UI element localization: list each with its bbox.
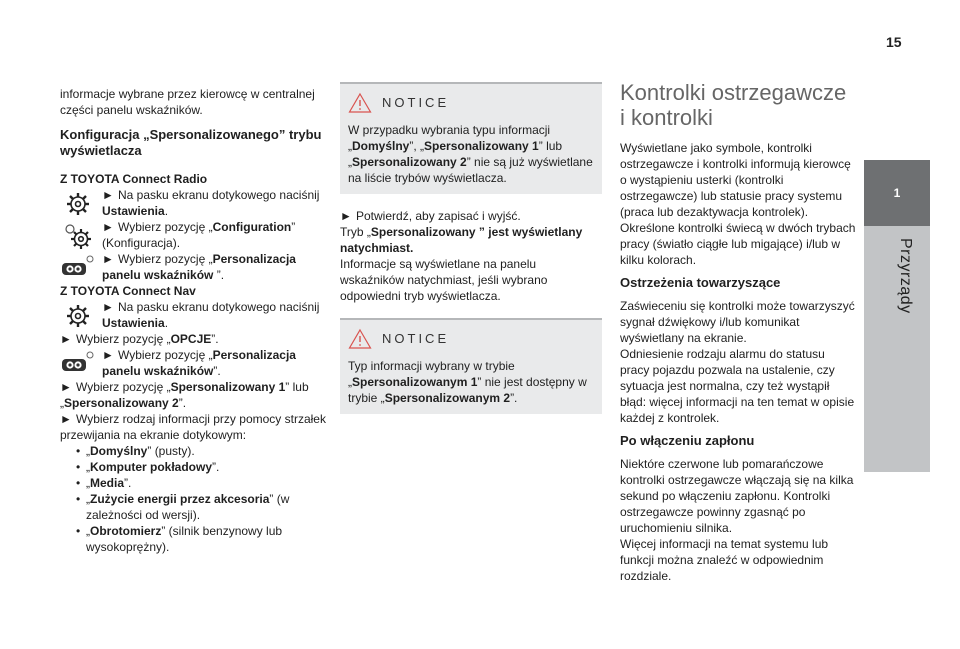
step-text: Wybierz pozycję „ <box>118 252 213 266</box>
confirm-text: Potwierdź, aby zapisać i wyjść. <box>356 209 521 223</box>
option-text: „ <box>86 444 90 458</box>
mode-text: Tryb „ <box>340 225 371 239</box>
column-left <box>60 86 328 555</box>
step-emphasis: Spersonalizowany 1 <box>170 380 286 394</box>
warnings-text-2: Odniesienie rodzaju alarmu do statusu pracy pojazdu pozwala na ustalenie, czy sytuacja jest normalna, czy też wystąpił błąd: więcej informacji na ten temat w opisie każdej z kontrolek. <box>620 347 855 425</box>
option-emphasis: Zużycie energii przez akcesoria <box>90 492 270 506</box>
ignition-text-2: Więcej informacji na temat systemu lub funkcji można znaleźć w odpowiednim rozdziale. <box>620 537 829 583</box>
option-text: „ <box>86 476 90 490</box>
arrow-bullet: ► <box>102 300 114 314</box>
option-emphasis: Media <box>90 476 125 490</box>
column-right <box>620 80 856 584</box>
option-text-end: ” (silnik benzynowy lub wysokoprężny). <box>86 524 283 554</box>
list-item <box>86 491 328 523</box>
ignition-text: Niektóre czerwone lub pomarańczowe kontrolki ostrzegawcze włączają się na kilka sekund po włączeniu zapłonu. Kontrolki ostrzegawcze powinny zgasnąć po uruchomieniu silnika. <box>620 457 854 535</box>
intro-text: Wyświetlane jako symbole, kontrolki ostrzegawcze i kontrolki informują kierowcę o wystąpieniu usterki (kontrolki ostrzegawcze) lub statusie pracy systemu (praca lub dezaktywacja kontrolek). Określone kontrolki świecą w dwóch trybach pracy (światło ciągłe lub migające) i/lub w kilku kolorach. <box>620 141 856 267</box>
step-emphasis: Personalizacja panelu wskaźników <box>102 348 296 378</box>
step-emphasis: Ustawienia <box>102 204 165 218</box>
arrow-bullet: ► <box>60 332 72 346</box>
mode-line <box>340 224 602 256</box>
section-heading: Konfiguracja „Spersonalizowanego” trybu wyświetlacza <box>60 127 322 158</box>
notice-text-part: ” nie jest dostępny w trybie „ <box>348 375 587 405</box>
notice-emphasis: Spersonalizowany 1 <box>424 139 539 153</box>
step-text: Wybierz pozycję „ <box>76 332 171 346</box>
step-text: Wybierz rodzaj informacji przy pomocy strzałek przewijania na ekranie dotykowym: <box>60 412 326 442</box>
nav-step-3 <box>60 347 328 379</box>
mode-info: Informacje są wyświetlane na panelu wskaźników natychmiast, jeśli wybrano odpowiedni tryb wyświetlacza. <box>340 257 548 303</box>
radio-step-3 <box>60 251 328 283</box>
confirm-block <box>340 208 602 304</box>
nav-step-2 <box>60 331 328 347</box>
list-item <box>86 475 328 491</box>
nav-step-1 <box>60 299 328 331</box>
step-text-end: ”. <box>213 364 221 378</box>
step-text-end: ”. <box>178 396 187 410</box>
notice-header <box>348 90 594 116</box>
confirm-step <box>340 208 602 224</box>
options-list <box>60 443 328 555</box>
arrow-bullet: ► <box>60 412 72 426</box>
arrow-bullet: ► <box>102 252 114 266</box>
step-text: Wybierz pozycję „ <box>76 380 171 394</box>
option-text-end: ”. <box>212 460 220 474</box>
configuration-gears-icon <box>60 220 96 252</box>
step-emphasis: Ustawienia <box>102 316 165 330</box>
notice-box <box>340 318 602 414</box>
notice-text-part: W przypadku wybrania typu informacji „ <box>348 123 551 153</box>
section-title: Kontrolki ostrzegawcze i kontrolki <box>620 80 847 130</box>
step-text-end: ”. <box>211 332 219 346</box>
option-text-end: ” (w zależności od wersji). <box>86 492 290 522</box>
step-text-end: . <box>164 204 169 218</box>
chapter-badge: 1 <box>864 160 930 226</box>
step-emphasis: Spersonalizowany 2 <box>64 396 179 410</box>
notice-text <box>348 122 594 186</box>
option-text: „ <box>86 460 90 474</box>
notice-text-part: Typ informacji wybrany w trybie „ <box>348 359 515 389</box>
option-emphasis: Komputer pokładowy <box>90 460 213 474</box>
option-text-end: ” (pusty). <box>147 444 195 458</box>
step-text: Na pasku ekranu dotykowego naciśnij <box>118 188 320 202</box>
notice-text-part: ”, „ <box>409 139 425 153</box>
chapter-tab[interactable] <box>864 160 930 472</box>
instrument-panel-icon <box>60 348 96 380</box>
notice-text <box>348 358 594 406</box>
list-item <box>86 523 328 555</box>
notice-title: NOTICE <box>382 331 450 346</box>
step-text-end: ” (Konfiguracja). <box>102 220 296 250</box>
notice-emphasis: Spersonalizowanym 1 <box>352 375 478 389</box>
radio-title: Z TOYOTA Connect Radio <box>60 172 208 186</box>
warning-triangle-icon <box>348 92 372 114</box>
step-text-end: ”. <box>213 268 225 282</box>
arrow-bullet: ► <box>102 348 114 362</box>
arrow-bullet: ► <box>102 188 114 202</box>
option-emphasis: Obrotomierz <box>90 524 162 538</box>
list-item <box>86 459 328 475</box>
notice-header <box>348 326 594 352</box>
step-text: Wybierz pozycję „ <box>118 220 213 234</box>
step-text: Na pasku ekranu dotykowego naciśnij <box>118 300 320 314</box>
nav-step-4 <box>60 379 328 411</box>
notice-emphasis: Domyślny <box>352 139 410 153</box>
step-text-mid: ” lub „ <box>60 380 309 410</box>
instrument-panel-icon <box>60 252 96 284</box>
option-text: „ <box>86 492 90 506</box>
step-text: Wybierz pozycję „ <box>118 348 213 362</box>
intro-text: informacje wybrane przez kierowcę w centralnej części panelu wskaźników. <box>60 87 315 117</box>
ignition-heading: Po włączeniu zapłonu <box>620 433 755 448</box>
option-emphasis: Domyślny <box>90 444 148 458</box>
step-emphasis: OPCJE <box>170 332 212 346</box>
notice-text-part: ” nie są już wyświetlane na liście trybów wyświetlacza. <box>348 155 593 185</box>
radio-step-1 <box>60 187 328 219</box>
settings-gear-icon <box>60 300 96 332</box>
nav-title: Z TOYOTA Connect Nav <box>60 284 196 298</box>
arrow-bullet: ► <box>102 220 114 234</box>
step-text-end: . <box>164 316 169 330</box>
notice-text-part: ” lub „ <box>348 139 563 169</box>
arrow-bullet: ► <box>340 209 352 223</box>
warnings-heading: Ostrzeżenia towarzyszące <box>620 275 781 290</box>
step-emphasis: Configuration <box>212 220 292 234</box>
nav-step-5 <box>60 411 328 443</box>
notice-text-part: ”. <box>510 391 518 405</box>
arrow-bullet: ► <box>60 380 72 394</box>
chapter-label: Przyrządy <box>897 238 914 314</box>
mode-emphasis: Spersonalizowany ” jest wyświetlany natychmiast. <box>340 225 583 255</box>
radio-step-2 <box>60 219 328 251</box>
notice-emphasis: Spersonalizowany 2 <box>352 155 467 169</box>
option-text: „ <box>86 524 90 538</box>
notice-box <box>340 82 602 194</box>
page-number: 15 <box>886 34 902 50</box>
notice-title: NOTICE <box>382 95 450 110</box>
column-middle <box>340 82 602 414</box>
notice-emphasis: Spersonalizowanym 2 <box>384 391 511 405</box>
warning-triangle-icon <box>348 328 372 350</box>
option-text-end: ”. <box>124 476 132 490</box>
step-emphasis: Personalizacja panelu wskaźników <box>102 252 296 282</box>
warnings-text: Zaświeceniu się kontrolki może towarzyszyć sygnał dźwiękowy i/lub komunikat wyświetlany na ekranie. <box>620 299 855 345</box>
list-item <box>86 443 328 459</box>
settings-gear-icon <box>60 188 96 220</box>
